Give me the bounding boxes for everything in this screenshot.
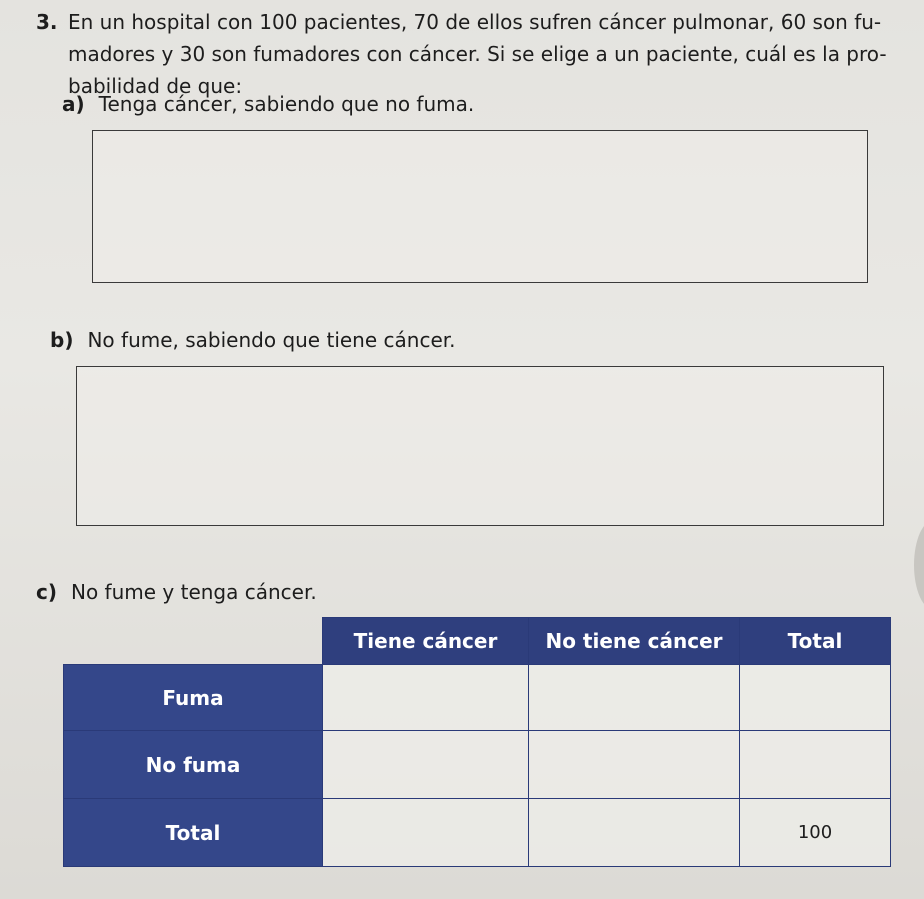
part-c-text: No fume y tenga cáncer. bbox=[71, 580, 317, 604]
table-corner bbox=[64, 618, 323, 665]
row-header-no-fuma: No fuma bbox=[64, 731, 323, 799]
part-a-text: Tenga cáncer, sabiendo que no fuma. bbox=[98, 92, 475, 116]
problem-statement bbox=[36, 6, 896, 102]
row-header-total: Total bbox=[64, 799, 323, 867]
cell-fuma-tiene-cancer[interactable] bbox=[323, 665, 529, 731]
header-no-tiene-cancer: No tiene cáncer bbox=[529, 618, 740, 665]
cell-no-fuma-no-tiene-cancer[interactable] bbox=[529, 731, 740, 799]
header-tiene-cancer: Tiene cáncer bbox=[323, 618, 529, 665]
page-edge-shadow bbox=[914, 520, 924, 610]
part-b-label bbox=[50, 326, 456, 354]
part-a-letter: a) bbox=[62, 92, 85, 116]
part-a-label bbox=[62, 90, 474, 118]
cell-total-no-tiene-cancer[interactable] bbox=[529, 799, 740, 867]
cell-fuma-total[interactable] bbox=[740, 665, 891, 731]
row-header-fuma: Fuma bbox=[64, 665, 323, 731]
part-b-text: No fume, sabiendo que tiene cáncer. bbox=[87, 328, 456, 352]
problem-number: 3. bbox=[36, 10, 58, 34]
cell-no-fuma-total[interactable] bbox=[740, 731, 891, 799]
cell-fuma-no-tiene-cancer[interactable] bbox=[529, 665, 740, 731]
part-c-letter: c) bbox=[36, 580, 57, 604]
part-c-label bbox=[36, 578, 317, 606]
answer-box-b[interactable] bbox=[76, 366, 884, 526]
cell-total-tiene-cancer[interactable] bbox=[323, 799, 529, 867]
cell-no-fuma-tiene-cancer[interactable] bbox=[323, 731, 529, 799]
answer-box-a[interactable] bbox=[92, 130, 868, 283]
contingency-table bbox=[63, 617, 891, 867]
problem-text: En un hospital con 100 pacientes, 70 de ellos sufren cáncer pulmonar, 60 son fu- madores y 30 son fumadores con cáncer. Si se elige a un paciente, cuál es la pro- babilidad de que: bbox=[68, 10, 887, 98]
cell-grand-total: 100 bbox=[740, 799, 891, 867]
part-b-letter: b) bbox=[50, 328, 74, 352]
header-total: Total bbox=[740, 618, 891, 665]
